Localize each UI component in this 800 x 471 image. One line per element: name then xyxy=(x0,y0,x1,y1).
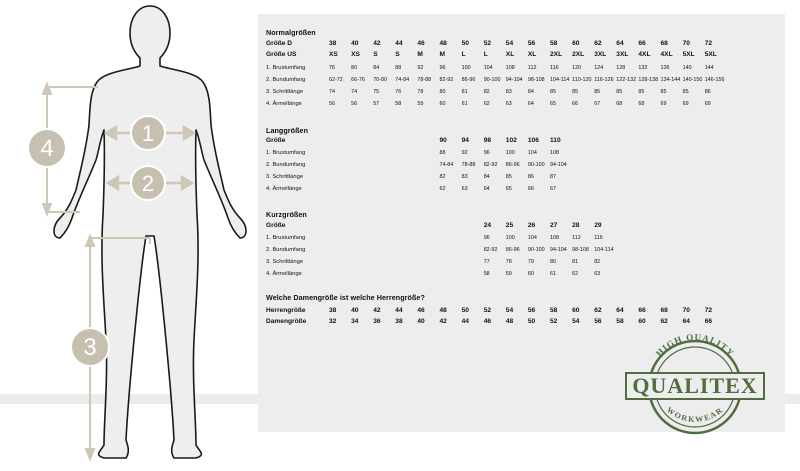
table-cell: 63 xyxy=(594,271,601,277)
table-cell: 98 xyxy=(483,137,492,144)
table-cell: 40 xyxy=(417,318,425,325)
table-cell: M xyxy=(439,51,445,58)
marker-3-number: 3 xyxy=(83,334,97,361)
table-cell: 108 xyxy=(505,65,515,71)
table-cell: 66 xyxy=(704,318,713,325)
qualitex-stamp xyxy=(620,327,770,437)
table-cell: 86-96 xyxy=(461,77,476,83)
table-cell: 122-132 xyxy=(616,77,637,83)
table-cell: 67 xyxy=(550,186,556,192)
table-cell: 94-104 xyxy=(550,162,567,168)
table-cell: 92 xyxy=(417,65,424,71)
table-cell: 112 xyxy=(527,65,537,71)
table-cell: 38 xyxy=(329,40,337,47)
table-cell: 144 xyxy=(704,65,714,71)
row-label: 1. Brustumfang xyxy=(266,65,306,71)
table-cell: 40 xyxy=(351,307,359,314)
table-cell: 87 xyxy=(550,174,556,180)
svg-text:HIGH QUALITY xyxy=(654,332,736,358)
table-cell: 70 xyxy=(682,307,690,314)
table-cell: 58 xyxy=(395,101,402,107)
table-cell: 56 xyxy=(527,40,536,47)
table-cell: 80 xyxy=(351,65,358,71)
table-cell: 96 xyxy=(483,150,490,156)
table-cell: 116 xyxy=(550,65,559,71)
table-cell: 64 xyxy=(527,101,534,107)
table-cell: 132 xyxy=(638,65,648,71)
table-cell: 56 xyxy=(594,318,602,325)
table-cell: 86-96 xyxy=(505,247,520,253)
row-label: 4. Ärmellänge xyxy=(266,186,302,192)
table-cell: 96 xyxy=(483,235,490,241)
table-cell: 82 xyxy=(439,174,446,180)
table-cell: 59 xyxy=(417,101,424,107)
table-cell: 79 xyxy=(527,259,534,265)
table-cell: 46 xyxy=(417,40,425,47)
table-cell: 74 xyxy=(351,89,358,95)
table-cell: 54 xyxy=(572,318,580,325)
table-cell: 40 xyxy=(351,40,359,47)
table-cell: 94-104 xyxy=(550,247,567,253)
table-cell: 90 xyxy=(439,137,447,144)
table-cell: 88 xyxy=(439,150,446,156)
table-cell: 108 xyxy=(550,150,559,156)
table-cell: 64 xyxy=(616,40,624,47)
table-cell: 74-84 xyxy=(439,162,454,168)
stamp-top-text: HIGH QUALITY xyxy=(653,331,737,359)
table-cell: 62 xyxy=(660,318,668,325)
table-cell: 69 xyxy=(704,101,711,107)
table-cell: 42 xyxy=(373,40,381,47)
table-cell: 94-104 xyxy=(505,77,523,83)
table-cell: 5XL xyxy=(682,51,695,58)
row-label: 4. Ärmellänge xyxy=(266,271,302,277)
table-cell: 100 xyxy=(505,235,515,241)
table-cell: 56 xyxy=(329,101,335,107)
table-cell: 81 xyxy=(461,89,468,95)
table-cell: 38 xyxy=(329,307,337,314)
section-title-conversion: Welche Damengröße ist welche Herrengröße? xyxy=(266,293,425,302)
table-cell: 74 xyxy=(329,89,335,95)
table-cell: 85 xyxy=(638,89,645,95)
table-cell: 59 xyxy=(505,271,512,277)
table-cell: 94 xyxy=(461,137,469,144)
row-label: 4. Ärmellänge xyxy=(266,101,302,107)
table-cell: 61 xyxy=(461,101,468,107)
table-cell: 44 xyxy=(395,307,403,314)
table-cell: 86 xyxy=(704,89,711,95)
table-cell: 52 xyxy=(483,40,492,47)
table-cell: L xyxy=(461,51,466,58)
table-cell: 80 xyxy=(550,259,556,265)
table-cell: 62 xyxy=(483,101,490,107)
table-cell: 38 xyxy=(395,318,403,325)
table-cell: 102 xyxy=(505,137,517,144)
table-cell: 48 xyxy=(439,307,447,314)
table-cell: 58 xyxy=(550,40,558,47)
table-cell: 61 xyxy=(550,271,556,277)
table-cell: 62 xyxy=(594,40,602,47)
table-cell: 70 xyxy=(682,40,690,47)
table-cell: 3XL xyxy=(594,51,607,58)
table-cell: 58 xyxy=(616,318,624,325)
table-cell: 64 xyxy=(682,318,690,325)
body-silhouette xyxy=(54,6,246,458)
table-cell: 64 xyxy=(616,307,624,314)
table-cell: 60 xyxy=(638,318,646,325)
row-label: Herrengröße xyxy=(266,307,306,314)
table-cell: 78-88 xyxy=(417,77,432,83)
table-cell: 67 xyxy=(594,101,601,107)
table-cell: L xyxy=(483,51,488,58)
table-cell: 52 xyxy=(483,307,492,314)
table-cell: S xyxy=(395,51,400,58)
table-cell: 28 xyxy=(572,222,580,229)
table-cell: 68 xyxy=(616,101,623,107)
row-label: 2. Bundumfang xyxy=(266,77,306,83)
table-cell: 90-100 xyxy=(483,77,501,83)
table-cell: 69 xyxy=(660,101,667,107)
table-cell: 50 xyxy=(461,307,469,314)
table-cell: 84 xyxy=(483,174,490,180)
table-cell: 66-76 xyxy=(351,77,365,83)
table-cell: 112 xyxy=(572,235,581,241)
marker-1-number: 1 xyxy=(141,121,155,146)
table-cell: 128-138 xyxy=(638,77,659,83)
table-cell: 68 xyxy=(660,307,668,314)
table-cell: 116 xyxy=(594,235,603,241)
table-cell: 5XL xyxy=(704,51,717,58)
table-cell: 76 xyxy=(329,65,335,71)
row-label: Größe xyxy=(266,222,286,229)
table-cell: 2XL xyxy=(572,51,585,58)
table-cell: 62 xyxy=(572,271,579,277)
row-label: 1. Brustumfang xyxy=(266,150,306,156)
table-cell: 52 xyxy=(550,318,558,325)
table-cell: 63 xyxy=(461,186,468,192)
table-cell: 104 xyxy=(527,235,537,241)
table-cell: 63 xyxy=(505,101,512,107)
table-cell: 82 xyxy=(483,89,490,95)
table-cell: 82-92 xyxy=(439,77,454,83)
section-title-kurz: Kurzgrößen xyxy=(266,210,307,219)
table-cell: 54 xyxy=(505,307,514,314)
table-cell: 106 xyxy=(527,137,539,144)
table-cell: 66 xyxy=(572,101,579,107)
table-cell: 116-126 xyxy=(594,77,614,83)
table-cell: 77 xyxy=(483,259,490,265)
table-cell: 75 xyxy=(373,89,380,95)
table-cell: 64 xyxy=(483,186,490,192)
table-cell: 104 xyxy=(483,65,493,71)
table-cell: 85 xyxy=(660,89,667,95)
table-cell: 82 xyxy=(594,259,601,265)
table-cell: 34 xyxy=(351,318,359,325)
table-cell: 58 xyxy=(483,271,490,277)
table-cell: 2XL xyxy=(550,51,563,58)
table-cell: 120 xyxy=(572,65,582,71)
row-label: 2. Bundumfang xyxy=(266,247,306,253)
table-cell: 85 xyxy=(682,89,689,95)
table-cell: 85 xyxy=(616,89,623,95)
row-label: 1. Brustumfang xyxy=(266,235,306,241)
table-cell: 85 xyxy=(572,89,579,95)
table-cell: 50 xyxy=(461,40,469,47)
table-cell: 72 xyxy=(704,40,713,47)
section-title-normal: Normalgrößen xyxy=(266,28,316,37)
table-cell: 32 xyxy=(329,318,337,325)
table-cell: 72 xyxy=(704,307,713,314)
table-cell: 84 xyxy=(527,89,534,95)
stamp-bottom-text: WORKWEAR xyxy=(664,405,726,425)
table-cell: 90-100 xyxy=(527,162,545,168)
row-label: Damengröße xyxy=(266,318,307,325)
table-cell: 36 xyxy=(373,318,381,325)
table-cell: 62-72 xyxy=(329,77,343,83)
table-cell: 100 xyxy=(461,65,471,71)
table-cell: 50 xyxy=(527,318,536,325)
table-cell: 104-114 xyxy=(594,247,614,253)
table-cell: 66 xyxy=(527,186,534,192)
table-cell: 146-156 xyxy=(704,77,725,83)
row-label: Größe D xyxy=(266,40,293,47)
table-cell: 56 xyxy=(351,101,358,107)
table-cell: 4XL xyxy=(638,51,651,58)
table-cell: 98-108 xyxy=(527,77,545,83)
table-cell: 62 xyxy=(594,307,602,314)
table-cell: 78 xyxy=(505,259,512,265)
table-cell: 60 xyxy=(572,40,580,47)
table-cell: 3XL xyxy=(616,51,629,58)
table-cell: 128 xyxy=(616,65,626,71)
table-cell: 44 xyxy=(395,40,403,47)
row-label: 3. Schrittlänge xyxy=(266,174,304,180)
section-title-lang: Langgrößen xyxy=(266,126,309,135)
table-cell: 60 xyxy=(439,101,446,107)
table-cell: 48 xyxy=(439,40,447,47)
row-label: 2. Bundumfang xyxy=(266,162,306,168)
table-cell: 44 xyxy=(461,318,469,325)
table-cell: 81 xyxy=(572,259,579,265)
table-cell: 62 xyxy=(439,186,446,192)
table-cell: 76 xyxy=(395,89,402,95)
table-cell: 104 xyxy=(527,150,537,156)
table-cell: XS xyxy=(329,51,338,58)
table-cell: 86-96 xyxy=(505,162,520,168)
table-cell: 68 xyxy=(660,40,668,47)
table-cell: 4XL xyxy=(660,51,673,58)
table-cell: 29 xyxy=(594,222,602,229)
table-cell: 42 xyxy=(439,318,447,325)
table-cell: 46 xyxy=(483,318,492,325)
table-cell: 88 xyxy=(395,65,402,71)
table-cell: 83 xyxy=(461,174,468,180)
table-cell: 140 xyxy=(682,65,692,71)
table-cell: 66 xyxy=(638,40,646,47)
table-cell: 56 xyxy=(527,307,536,314)
marker-2-number: 2 xyxy=(141,171,155,196)
table-cell: 124 xyxy=(594,65,604,71)
table-cell: 69 xyxy=(682,101,689,107)
table-cell: 83 xyxy=(505,89,512,95)
table-cell: 46 xyxy=(417,307,425,314)
row-label: 3. Schrittlänge xyxy=(266,259,304,265)
table-cell: 65 xyxy=(505,186,512,192)
table-cell: 85 xyxy=(594,89,601,95)
table-cell: 110 xyxy=(550,137,561,144)
table-cell: 54 xyxy=(505,40,514,47)
table-cell: 60 xyxy=(572,307,580,314)
marker-4-number: 4 xyxy=(40,135,54,162)
table-cell: 98-108 xyxy=(572,247,589,253)
table-cell: XL xyxy=(527,51,537,58)
table-cell: 85 xyxy=(550,89,556,95)
table-cell: 78-88 xyxy=(461,162,476,168)
table-cell: 90-100 xyxy=(527,247,545,253)
row-label: Größe xyxy=(266,137,286,144)
table-cell: 134-144 xyxy=(660,77,681,83)
body-figure xyxy=(0,0,260,471)
row-label: 3. Schrittlänge xyxy=(266,89,304,95)
table-cell: 48 xyxy=(505,318,514,325)
table-cell: 58 xyxy=(550,307,558,314)
table-cell: S xyxy=(373,51,378,58)
table-cell: 27 xyxy=(550,222,558,229)
table-cell: 108 xyxy=(550,235,559,241)
table-cell: M xyxy=(417,51,423,58)
table-cell: 65 xyxy=(550,101,556,107)
table-cell: XS xyxy=(351,51,360,58)
table-cell: 84 xyxy=(373,65,380,71)
table-cell: 96 xyxy=(439,65,446,71)
table-cell: 80 xyxy=(439,89,446,95)
table-cell: 86 xyxy=(527,174,534,180)
table-cell: 92 xyxy=(461,150,468,156)
table-cell: 82-92 xyxy=(483,162,498,168)
table-cell: 60 xyxy=(527,271,534,277)
table-cell: 140-150 xyxy=(682,77,703,83)
table-cell: 110-120 xyxy=(572,77,592,83)
table-cell: 82-92 xyxy=(483,247,498,253)
table-cell: 66 xyxy=(638,307,646,314)
stamp-brand: QUALITEX xyxy=(632,373,758,398)
table-cell: 136 xyxy=(660,65,670,71)
row-label: Größe US xyxy=(266,51,297,58)
table-cell: XL xyxy=(505,51,515,58)
table-cell: 57 xyxy=(373,101,380,107)
table-cell: 85 xyxy=(505,174,512,180)
table-cell: 78 xyxy=(417,89,424,95)
table-cell: 74-84 xyxy=(395,77,410,83)
table-cell: 26 xyxy=(527,222,536,229)
table-cell: 70-80 xyxy=(373,77,387,83)
table-cell: 68 xyxy=(638,101,645,107)
table-cell: 42 xyxy=(373,307,381,314)
table-cell: 104-114 xyxy=(550,77,570,83)
table-cell: 100 xyxy=(505,150,515,156)
table-cell: 25 xyxy=(505,222,514,229)
table-cell: 24 xyxy=(483,222,492,229)
